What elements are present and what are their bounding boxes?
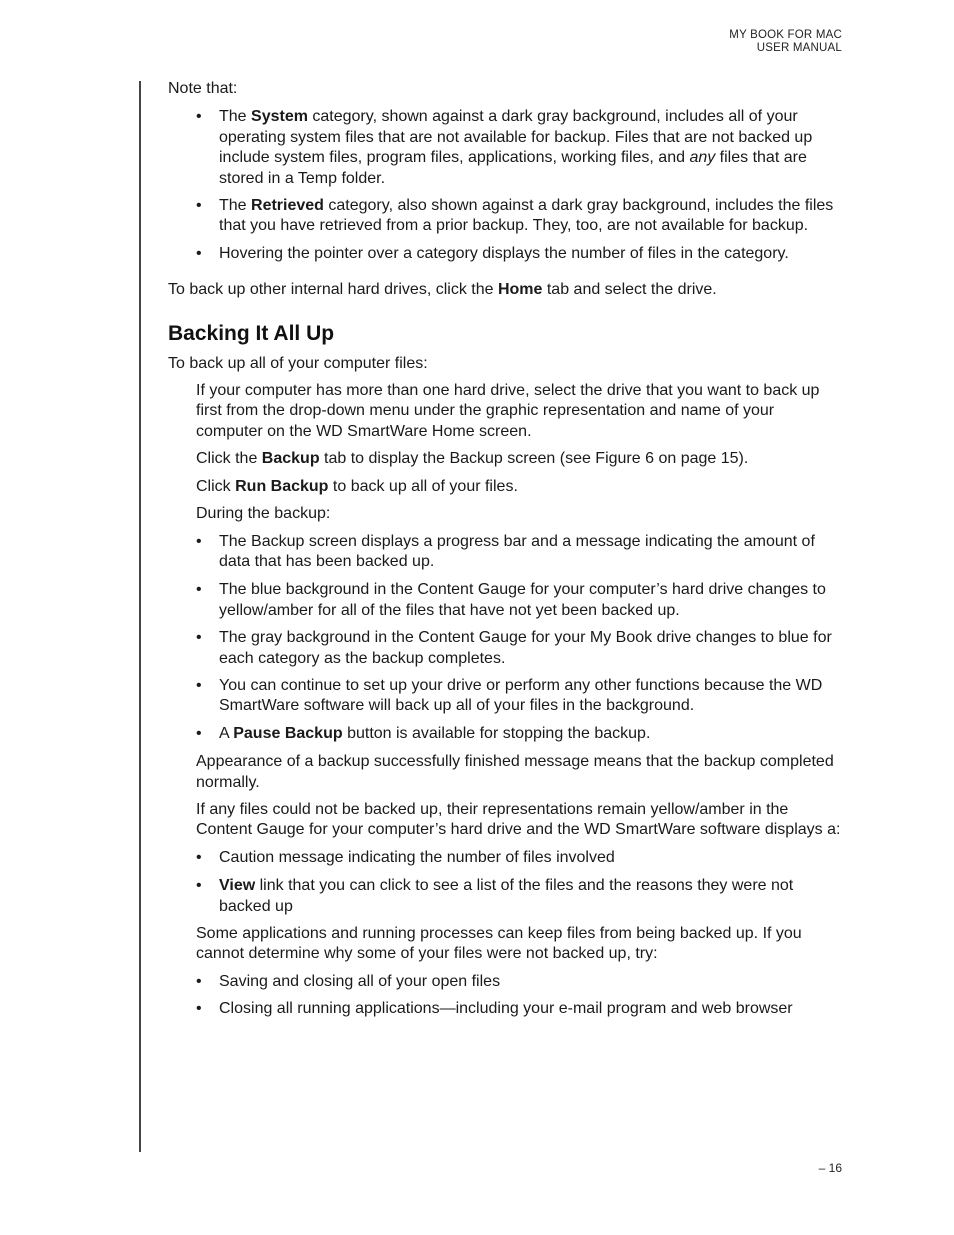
note-list [168,107,844,264]
list-item: • Caution message indicating the number of files involved [168,848,844,868]
header-title: MY BOOK FOR MAC [729,29,842,41]
list-item: • Closing all running applications—including your e-mail program and web browser [168,999,844,1019]
list-item: • The Retrieved category, also shown against a dark gray background, includes the files that you have retrieved from a prior backup. They, too, are not available for backup. [168,196,844,237]
list-item: • Saving and closing all of your open files [168,972,844,992]
step-select-drive: If your computer has more than one hard drive, select the drive that you want to back up first from the drop-down menu under the graphic representation and name of your computer on the WD SmartWare Home screen. [196,382,820,440]
other-drives-paragraph: To back up other internal hard drives, click the Home tab and select the drive. [168,281,717,299]
list-item: • A Pause Backup button is available for stopping the backup. [168,724,844,744]
list-item: • Hovering the pointer over a category displays the number of files in the category. [168,244,844,264]
page-number: – 16 [818,1161,842,1175]
list-item: • The gray background in the Content Gauge for your My Book drive changes to blue for each category as the backup completes. [168,628,844,669]
header-subtitle: USER MANUAL [756,42,842,54]
page-body [168,79,844,1020]
during-label: During the backup: [196,505,331,523]
success-paragraph: Appearance of a backup successfully finished message means that the backup completed normally. [196,753,834,791]
step-run-backup: Click Run Backup to back up all of your files. [196,477,518,495]
running-header [729,29,842,55]
caution-list [168,848,844,917]
list-item: • The Backup screen displays a progress bar and a message indicating the amount of data that has been backed up. [168,532,844,573]
troubleshoot-paragraph: Some applications and running processes can keep files from being backed up. If you cannot determine why some of your files were not backed up, try: [196,925,802,963]
list-item: • View link that you can click to see a list of the files and the reasons they were not backed up [168,876,844,917]
list-item: • You can continue to set up your drive or perform any other functions because the WD SmartWare software will back up all of your files in the background. [168,676,844,717]
failure-paragraph: If any files could not be backed up, their representations remain yellow/amber in the Content Gauge for your computer’s hard drive and the WD SmartWare software displays a: [196,800,841,839]
during-list [168,532,844,745]
note-label: Note that: [168,80,238,97]
section-heading: Backing It All Up [168,321,335,345]
section-lead: To back up all of your computer files: [168,354,428,372]
list-item: • The System category, shown against a dark gray background, includes all of your operating system files that are not available for backup. Files that are not backed up include system files, program files, applications, working files, and any files that are stored in a Temp folder. [168,107,844,189]
margin-rule [139,81,141,1152]
step-backup-tab: Click the Backup tab to display the Backup screen (see Figure 6 on page 15). [196,450,749,468]
troubleshoot-list [168,972,844,1020]
list-item: • The blue background in the Content Gauge for your computer’s hard drive changes to yellow/amber for all of the files that have not yet been backed up. [168,580,844,621]
